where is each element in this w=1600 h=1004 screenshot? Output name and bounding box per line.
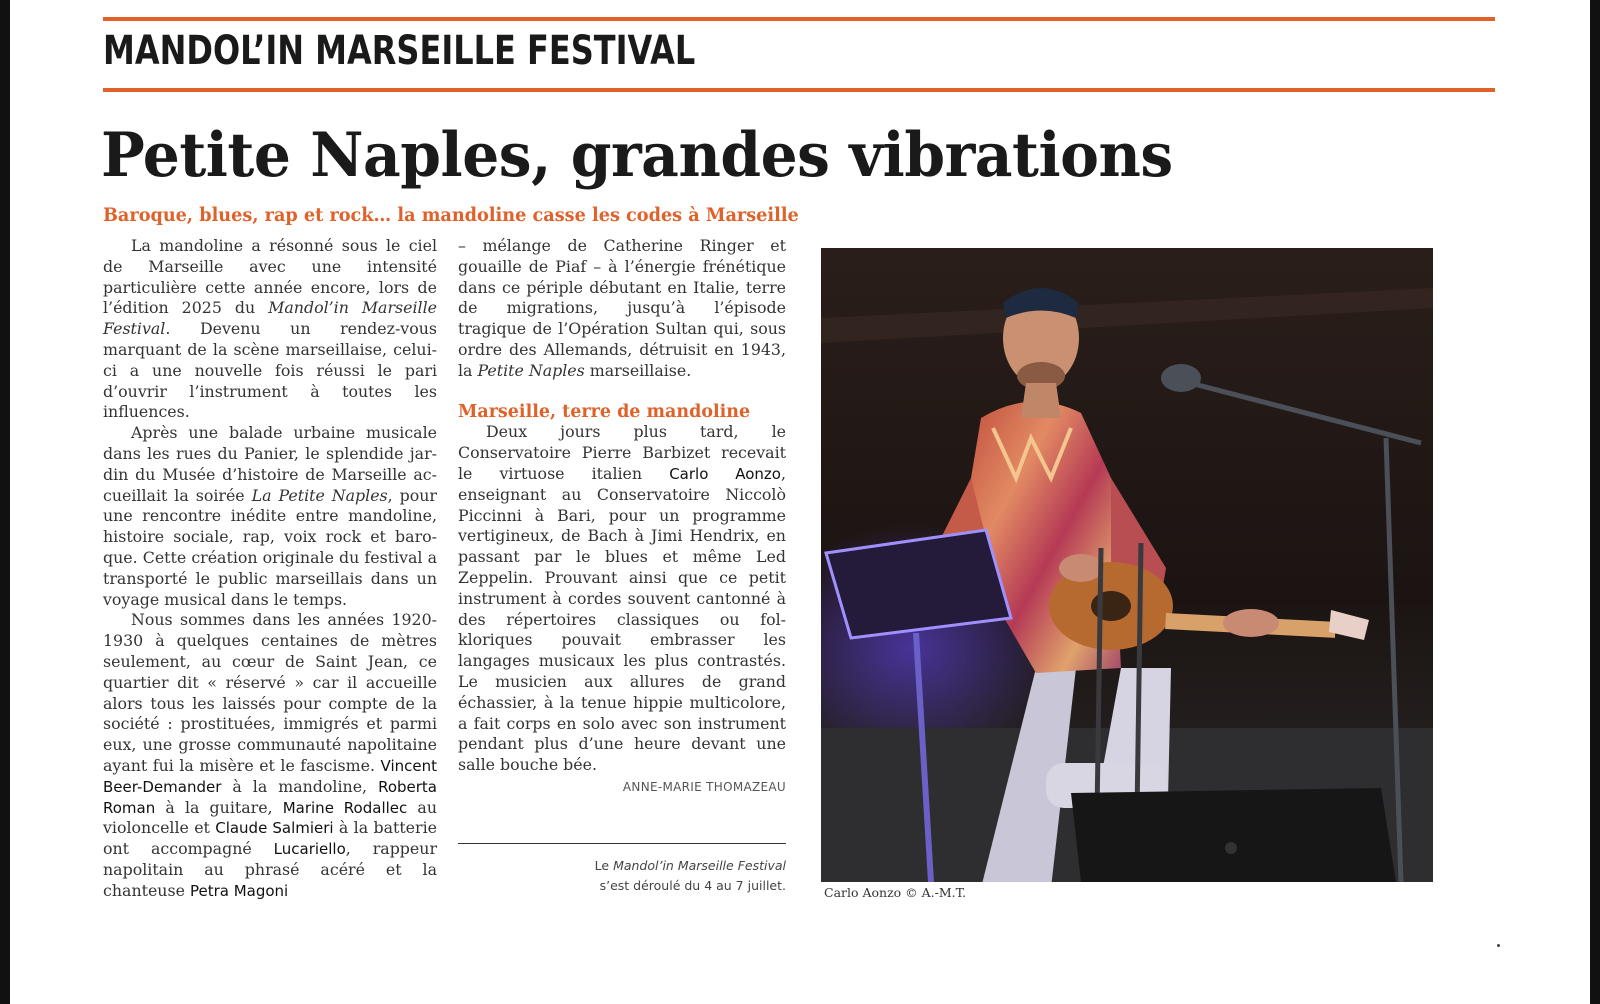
author-byline: ANNE-MARIE THOMAZEAU	[622, 780, 786, 794]
section-rule	[103, 88, 1495, 92]
article-column-2	[458, 236, 786, 776]
article-column-1	[103, 236, 437, 902]
intertitle: Marseille, terre de mandoline	[458, 401, 751, 422]
paragraph-3: Nous sommes dans les années 1920-1930 à quelques centaines de mètres seulement, au cœur de Saint Jean, ce quartier dit « réservé » car il accueille alors tous les laissés pour compte de la société : prostituées, immigrés et parmi eux, une grosse communauté napolitaine ayant fui la misère et le fascisme. Vincent Beer-Demander à la mandoline, Roberta Roman à la guitare, Marine Rodallec au violoncelle et Claude Salmieri à la batterie ont accompagné Lucariello, rappeur napolitain au phrasé acéré et la chanteuse Petra Magoni	[103, 610, 437, 900]
headline: Petite Naples, grandes vibrations	[101, 120, 1173, 191]
section-title: MANDOL’IN MARSEILLE FESTIVAL	[103, 28, 696, 74]
paragraph-4: Deux jours plus tard, le Conservatoire Pierre Barbizet recevait le virtuose italien Carlo Aonzo, enseignant au Conservatoire Niccolò Piccinni à Bari, pour un programme vertigineux, de Bach à Jimi Hendrix, en passant par le blues et même Led Zeppelin. Prouvant ainsi que ce petit instrument à cordes souvent cantonné à des répertoires classiques ou folkloriques pouvait embrasser les langages musicaux les plus contrastés. Le musicien aux allures de grand échassier, à la tenue hippie multicolore, a fait corps en solo avec son instrument pendant plus d’une heure devant une salle bouche bée.	[458, 422, 786, 775]
paragraph-1: La mandoline a résonné sous le ciel de Marseille avec une intensité particulière cette année encore, lors de l’édition 2025 du Mandol’in Marseille Festival. Devenu un rendez-vous marquant de la scène marseillaise, celui-ci a une nouvelle fois réussi le pari d’ouvrir l’instrument à toutes les influences.	[103, 236, 437, 422]
musician-name: Roberta Roman	[103, 777, 437, 817]
festival-dates-note: Le Mandol’in Marseille Festival s’est déroulé du 4 au 7 juillet.	[594, 858, 786, 893]
musician-name: Carlo Aonzo	[669, 464, 781, 483]
paragraph-2: Après une balade urbaine musicale dans les rues du Panier, le splendide jardin du Musée d’histoire de Marseille accueillait la soirée La Petite Naples, pour une rencontre inédite entre mandoline, histoire sociale, rap, voix rock et baroque. Cette création originale du festival a transporté le public marseillais dans un voyage musical dans le temps.	[103, 423, 437, 609]
musician-name: Lucariello	[273, 840, 346, 859]
newspaper-page	[10, 0, 1590, 1004]
concert-photo	[821, 248, 1433, 882]
subheadline: Baroque, blues, rap et rock… la mandoline casse les codes à Marseille	[103, 204, 799, 226]
festival-name: Mandol’in Marseille Festival	[103, 298, 437, 339]
musician-name: Petra Magoni	[189, 881, 289, 900]
show-title: La Petite Naples	[251, 485, 388, 505]
paragraph-3-continued: – mélange de Catherine Ringer et gouaille de Piaf – à l’énergie frénétique dans ce périple débutant en Italie, terre de migrations, jusqu’à l’épisode tragique de l’Opération Sultan qui, sous ordre des Allemands, détruisit en 1943, la Petite Naples marseillaise.	[458, 236, 786, 380]
place-name: Petite Naples	[477, 360, 585, 380]
musician-name: Vincent Beer-Demander	[103, 756, 437, 796]
musician-name: Claude Salmieri	[215, 819, 334, 838]
photo-caption: Carlo Aonzo © A.-M.T.	[824, 885, 967, 900]
top-rule	[103, 17, 1495, 21]
musician-name: Marine Rodallec	[282, 798, 408, 817]
box-separator	[458, 843, 786, 844]
page-dot	[1497, 944, 1500, 947]
